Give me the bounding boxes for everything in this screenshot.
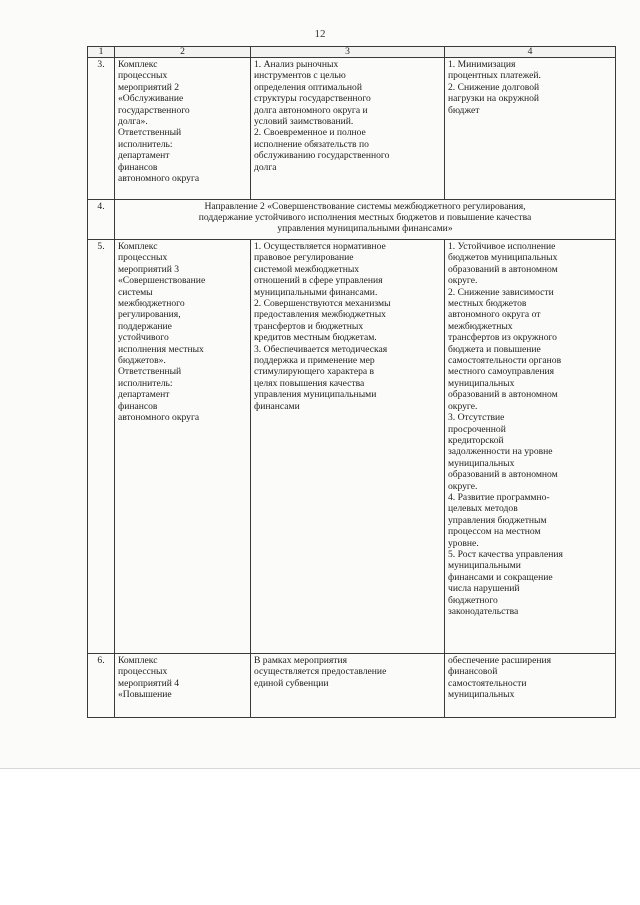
text-line: бюджетов».	[118, 355, 166, 367]
text-line: бюджетного	[448, 594, 498, 606]
text-line: автономного округа	[118, 412, 200, 424]
table-row	[88, 200, 616, 240]
text-line: 2. Совершенствуются механизмы	[254, 298, 391, 310]
row-number: 6.	[88, 654, 115, 718]
text-line: образований в автономном	[448, 469, 558, 481]
table-row	[88, 58, 616, 200]
text-line: финансов	[118, 400, 158, 412]
activity-cell	[115, 240, 251, 654]
text-line: «Повышение	[118, 689, 172, 701]
text-line: трансфертов и бюджетных	[254, 320, 364, 332]
text-line: округе.	[448, 400, 478, 412]
activity-cell	[115, 58, 251, 200]
text-line: 2. Снижение долговой	[448, 81, 540, 93]
text-line: финансовой	[448, 666, 498, 678]
text-line: определения оптимальной	[254, 81, 362, 93]
text-line: долга автономного округа и	[254, 104, 368, 116]
text-line: целях повышения качества	[254, 377, 365, 389]
text-line: округе.	[448, 275, 478, 287]
text-line: образований в автономном	[448, 263, 558, 275]
text-line: межбюджетного	[118, 298, 185, 310]
direction-heading	[115, 200, 616, 240]
text-line: исполнение обязательств по	[254, 138, 369, 150]
header-cell: 2	[115, 47, 251, 58]
text-line: мероприятий 3	[118, 263, 180, 275]
text-line: государственного	[118, 104, 190, 116]
row-number: 5.	[88, 240, 115, 654]
text-line: финансами и сокращение	[448, 571, 553, 583]
text-line: 2. Снижение зависимости	[448, 286, 554, 298]
text-line: трансфертов из окружного	[448, 332, 557, 344]
text-line: финансами	[254, 400, 300, 412]
text-line: поддержание устойчивого исполнения местных бюджетов и повышение качества	[198, 212, 532, 223]
table-header-row	[88, 47, 616, 58]
text-line: финансов	[118, 161, 158, 173]
text-line: управления муниципальными	[254, 389, 377, 401]
text-line: бюджет	[448, 104, 480, 116]
tasks-cell	[251, 240, 445, 654]
text-line: Ответственный	[118, 366, 182, 378]
row-number: 4.	[88, 200, 115, 240]
text-line: устойчивого	[118, 332, 169, 344]
text-line: муниципальных	[448, 689, 515, 701]
text-line: муниципальных	[448, 457, 515, 469]
tasks-cell	[251, 654, 445, 718]
text-line: исполнитель:	[118, 138, 173, 150]
text-line: долга».	[118, 116, 148, 128]
text-line: округе.	[448, 480, 478, 492]
text-line: В рамках мероприятия	[254, 655, 348, 666]
text-line: департамент	[118, 150, 170, 162]
text-line: процессных	[118, 666, 168, 678]
text-line: мероприятий 4	[118, 677, 180, 689]
text-line: автономного округа от	[448, 309, 541, 321]
text-line: законодательства	[448, 606, 519, 617]
text-line: самостоятельности	[448, 677, 527, 689]
activity-cell	[115, 654, 251, 718]
results-cell	[445, 240, 616, 654]
text-line: кредитов местным бюджетам.	[254, 332, 377, 344]
text-line: управления бюджетным	[448, 514, 547, 526]
table-row	[88, 240, 616, 654]
text-line: отношений в сфере управления	[254, 275, 383, 287]
text-line: предоставления межбюджетных	[254, 309, 386, 321]
text-line: управления муниципальными финансами»	[277, 223, 453, 234]
text-line: правовое регулирование	[254, 252, 354, 264]
text-line: муниципальными	[448, 560, 521, 572]
text-line: условий заимствований.	[254, 116, 354, 128]
text-line: Комплекс	[118, 241, 158, 252]
text-line: процентных платежей.	[448, 70, 541, 82]
text-line: самостоятельности органов	[448, 355, 562, 367]
text-line: Ответственный	[118, 127, 182, 139]
text-line: целевых методов	[448, 503, 518, 515]
text-line: стимулирующего характера в	[254, 366, 375, 378]
text-line: «Обслуживание	[118, 93, 184, 105]
text-line: обслуживанию государственного	[254, 150, 390, 162]
text-line: муниципальных	[448, 377, 515, 389]
text-line: обеспечение расширения	[448, 655, 552, 666]
text-line: 4. Развитие программно-	[448, 491, 550, 503]
text-line: регулирования,	[118, 309, 181, 321]
text-line: образований в автономном	[448, 389, 558, 401]
text-line: осуществляется предоставление	[254, 666, 387, 678]
table-row	[88, 654, 616, 718]
text-line: «Совершенствование	[118, 275, 206, 287]
header-cell: 3	[251, 47, 445, 58]
text-line: местных бюджетов	[448, 298, 527, 310]
text-line: кредиторской	[448, 434, 504, 446]
results-cell	[445, 58, 616, 200]
text-line: автономного округа	[118, 173, 200, 185]
text-line: единой субвенции	[254, 677, 329, 689]
text-line: поддержка и применение мер	[254, 355, 375, 367]
text-line: местного самоуправления	[448, 366, 555, 378]
text-line: 1. Анализ рыночных	[254, 59, 339, 70]
text-line: уровне.	[448, 537, 479, 549]
header-cell: 1	[88, 47, 115, 58]
text-line: муниципальными финансами.	[254, 286, 378, 298]
text-line: процессных	[118, 252, 168, 264]
text-line: межбюджетных	[448, 320, 513, 332]
text-line: 1. Устойчивое исполнение	[448, 241, 556, 252]
text-line: 1. Минимизация	[448, 59, 516, 70]
text-line: долга	[254, 161, 277, 173]
tasks-cell	[251, 58, 445, 200]
text-line: исполнения местных	[118, 343, 204, 355]
text-line: 2. Своевременное и полное	[254, 127, 366, 139]
text-line: Комплекс	[118, 59, 158, 70]
text-line: просроченной	[448, 423, 506, 435]
text-line: Направление 2 «Совершенствование системы межбюджетного регулирования,	[204, 201, 526, 212]
header-cell: 4	[445, 47, 616, 58]
text-line: системой межбюджетных	[254, 263, 360, 275]
program-table	[87, 46, 616, 718]
text-line: системы	[118, 286, 153, 298]
text-line: бюджетов муниципальных	[448, 252, 558, 264]
text-line: Комплекс	[118, 655, 158, 666]
text-line: департамент	[118, 389, 170, 401]
text-line: 5. Рост качества управления	[448, 548, 563, 560]
text-line: исполнитель:	[118, 377, 173, 389]
text-line: 3. Отсутствие	[448, 412, 505, 424]
text-line: процессом на местном	[448, 526, 541, 538]
text-line: структуры государственного	[254, 93, 371, 105]
text-line: инструментов с целью	[254, 70, 346, 82]
text-line: 3. Обеспечивается методическая	[254, 343, 388, 355]
text-line: бюджета и повышение	[448, 343, 541, 355]
text-line: задолженности на уровне	[448, 446, 553, 458]
text-line: 1. Осуществляется нормативное	[254, 241, 386, 252]
page-number: 12	[314, 28, 326, 40]
results-cell	[445, 654, 616, 718]
row-number: 3.	[88, 58, 115, 200]
text-line: мероприятий 2	[118, 81, 180, 93]
text-line: поддержание	[118, 320, 172, 332]
text-line: процессных	[118, 70, 168, 82]
text-line: нагрузки на окружной	[448, 93, 540, 105]
text-line: числа нарушений	[448, 583, 520, 595]
